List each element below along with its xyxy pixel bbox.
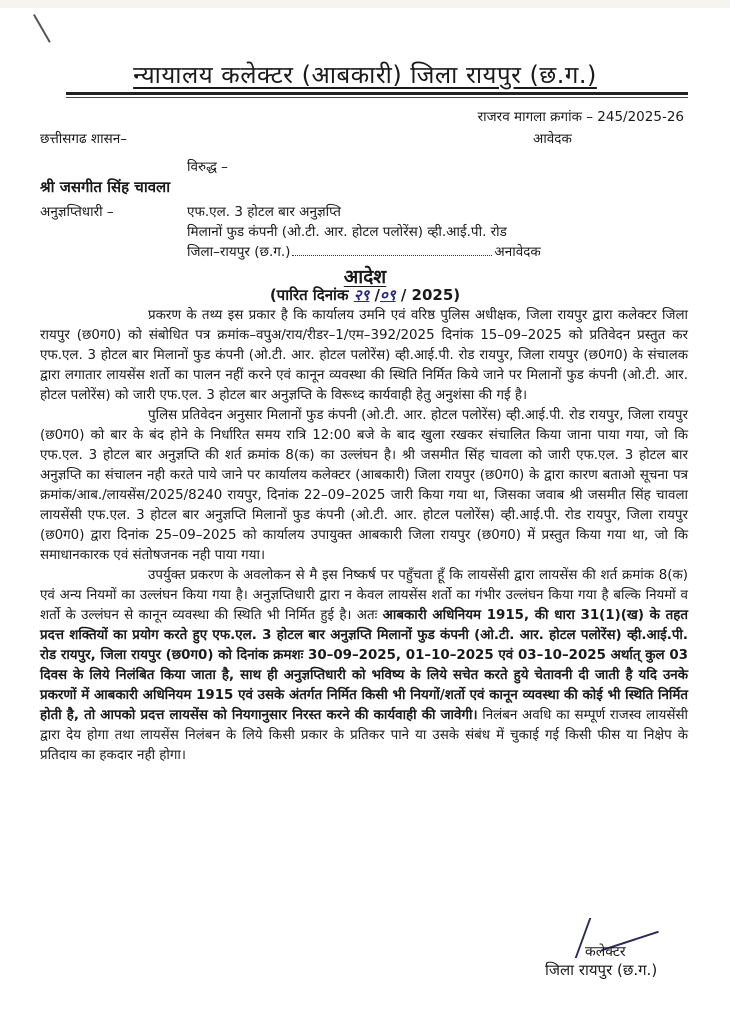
scan-top-band <box>0 0 730 8</box>
passed-suffix: / 2025) <box>400 286 461 304</box>
passed-prefix: (पारित दिनांक <box>269 286 349 304</box>
decision-suspension: आबकारी अधिनियम 1915, की धारा 31(1)(ख) के तहत प्रदत्त शक्तियों का प्रयोग करते हुए एफ.एल. 3 होटल बार अनुज्ञप्ति मिलानों फुड कंपनी (ओ.टी. आर. होटल पलोरेंस) व्ही.आई.पी. रोड रायपुर, जिला रायपुर (छ0ग0) को दिनांक क्रमशः 30–09–2025, 01–10–2025 एवं 03–10–2025 अर्थात् कुल 03 दिवस के लिये निलंबित किया जाता है, साथ ही अनुज्ञप्तिधारी को भविष्य के लिये सचेत करते हुये चेतावनी दी जाती है यदि उनके प्रकरणों में आबकारी अधिनियम 1915 एवं उसके अंतर्गत निर्मित किसी भी नियगों/शर्तो एवं कानून व्यवस्था की कोई भी स्थिति निर्मित होती है, तो आपको प्रदत्त लायसेंस को नियगानुसार निरस्त करने की कार्यवाही की जावेगी। <box>40 608 688 723</box>
court-title: न्यायालय कलेक्टर (आबकारी) जिला रायपुर (छ.ग.) <box>133 61 597 89</box>
passed-date: (पारित दिनांक २९ /०९ / 2025) <box>269 286 461 304</box>
decision-findings: उपर्युक्त प्रकरण के अवलोकन से मै इस निष्कर्ष पर पहुँचता हूँ कि लायसेंसी द्वारा लायसेंस की शर्त क्रमांक 8(क) एवं अन्य नियमों का उल्लंघन किया गया है। अनुज्ञप्तिधारी द्वारा न केवल लायसेंस शर्तो का गंभीर उल्लंघन किया गया है बल्कि नियमों व शर्तो के उल्लंघन से कानून व्यवस्था की स्थिति भी निर्मित हुई है। अतः <box>40 568 688 623</box>
order-heading-text: आदेश <box>343 266 387 288</box>
government-party: छत्तीसगढ शासन– <box>40 131 127 147</box>
order-body <box>40 306 688 766</box>
passed-month-handwritten: ०९ <box>380 286 396 304</box>
paragraph-decision <box>40 566 688 766</box>
paragraph-police-report: पुलिस प्रतिवेदन अनुसार मिलानों फुड कंपनी (ओ.टी. आर. होटल पलोरेंस) व्ही.आई.पी. रोड रायपुर, जिला रायपुर (छ0ग0) को बार के बंद होने के निर्धारित समय रात्रि 12:00 बजे के बाद खुला रखकर संचालित किया जाना पाया गया, जो कि एफ.एल. 3 होटल बार अनुज्ञप्ति की शर्त क्रमांक 8(क) का उल्लंघन है। श्री जसमीत सिंह चावला को जारी एफ.एल. 3 होटल बार अनुज्ञप्ति का संचालन नही करते पाये जाने पर कार्यालय कलेक्टर (आबकारी) जिला रायपुर (छ0ग0) के द्वारा कारण बताओ सूचना पत्र क्रमांक/आब./लायसेंस/2025/8240 रायपुर, दिनांक 22–09–2025 जारी किया गया था, जिसका जवाब श्री जसमीत सिंह चावला लायसेंसी एफ.एल. 3 होटल बार अनुज्ञप्ति मिलानों फुड कंपनी (ओ.टी. आर. होटल पलोरेंस) व्ही.आई.पी. रोड रायपुर, जिला रायपुर (छ0ग0) द्वारा दिनांक 25–09–2025 को कार्यालय उपायुक्त आबकारी जिला रायपुर (छ0ग0) में प्रस्तुत किया गया था, जो कि समाधानकारक एवं संतोषजनक नही पाया गया। <box>40 408 688 563</box>
licence-line-3 <box>187 243 541 261</box>
header-rule-thin <box>66 97 688 98</box>
header-rule-thick <box>66 92 688 95</box>
licence-line-2: मिलानों फुड कंपनी (ओ.टी. आर. होटल पलोरेंस) व्ही.आई.पी. रोड <box>187 224 507 240</box>
pen-mark <box>33 14 51 43</box>
case-number: राजरव मागला क्रगांक – 245/2025-26 <box>477 109 684 125</box>
decision-revenue: निलंबन अवधि का सम्पूर्ण राजस्व लायसेंसी द्वारा देय होगा तथा लायसेंस निलंबन के लिये किसी प्रकार के प्रतिकर पाने या उसके संबंध में चुकाई गई किसी फीस या निक्षेप के प्रतिदाय का हकदार नही होगा। <box>40 708 688 763</box>
applicant-label: आवेदक <box>533 131 572 147</box>
licensee-label: अनुज्ञप्तिधारी – <box>40 204 114 220</box>
signatory-place: जिला रायपुर (छ.ग.) <box>545 961 658 979</box>
passed-day-handwritten: २९ <box>353 286 370 304</box>
paragraph-facts: प्रकरण के तथ्य इस प्रकार है कि कार्यालय उमनि एवं वरिष्ठ पुलिस अधीक्षक, जिला रायपुर द्वारा कलेक्टर जिला रायपुर (छ0ग0) को संबोधित पत्र क्रमांक–वपुअ/राय/रीडर–1/एम–392/2025 दिनांक 15–09–2025 को प्रतिवेदन प्रस्तुत कर एफ.एल. 3 होटल बार मिलानों फुड कंपनी (ओ.टी. आर. होटल पलोरेंस) व्ही.आई.पी. रोड रायपुर, जिला रायपुर (छ0ग0) के संचालक द्वारा लगातार लायसेंस शर्तो का पालन नहीं करने एवं कानून व्यवस्था की स्थिति निर्मित किये जाने पर मिलानों फुड कंपनी (ओ.टी. आर. होटल पलोरेंस) को जारी एफ.एल. 3 होटल बार अनुज्ञप्ति के विरूध्द कार्यवाही हेतु अनुशंसा की गई है। <box>40 308 688 403</box>
versus-label: विरुद्ध – <box>187 159 228 175</box>
licence-line-1: एफ.एल. 3 होटल बार अनुज्ञप्ति <box>187 204 341 220</box>
respondent-name: श्री जसगीत सिंह चावला <box>40 178 171 196</box>
non-applicant-label: अनावेदक <box>494 244 541 260</box>
dotted-leader <box>292 245 492 256</box>
licence-district: जिला–रायपुर (छ.ग.) <box>187 244 291 260</box>
signatory-designation: कलेक्टर <box>585 944 626 960</box>
